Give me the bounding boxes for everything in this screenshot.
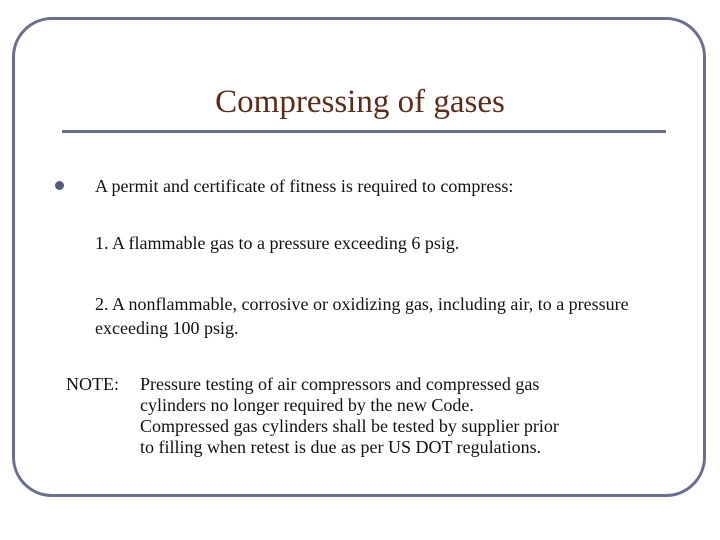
note-line-1: Pressure testing of air compressors and compressed gas bbox=[140, 374, 540, 394]
bullet-text: A permit and certificate of fitness is required to compress: bbox=[95, 176, 514, 196]
bullet-icon bbox=[55, 181, 64, 190]
note-label: NOTE: bbox=[66, 374, 119, 394]
note-line-2: cylinders no longer required by the new Code. bbox=[140, 395, 474, 415]
note-body bbox=[140, 374, 680, 458]
title-divider bbox=[62, 130, 666, 133]
note-line-4: to filling when retest is due as per US DOT regulations. bbox=[140, 437, 542, 457]
note-line-3: Compressed gas cylinders shall be tested by supplier prior bbox=[140, 416, 559, 436]
slide-title: Compressing of gases bbox=[215, 84, 505, 120]
list-item-1: 1. A flammable gas to a pressure exceeding 6 psig. bbox=[95, 233, 460, 253]
list-item-2: 2. A nonflammable, corrosive or oxidizing gas, including air, to a pressure exceeding 100 psig. bbox=[95, 294, 629, 338]
